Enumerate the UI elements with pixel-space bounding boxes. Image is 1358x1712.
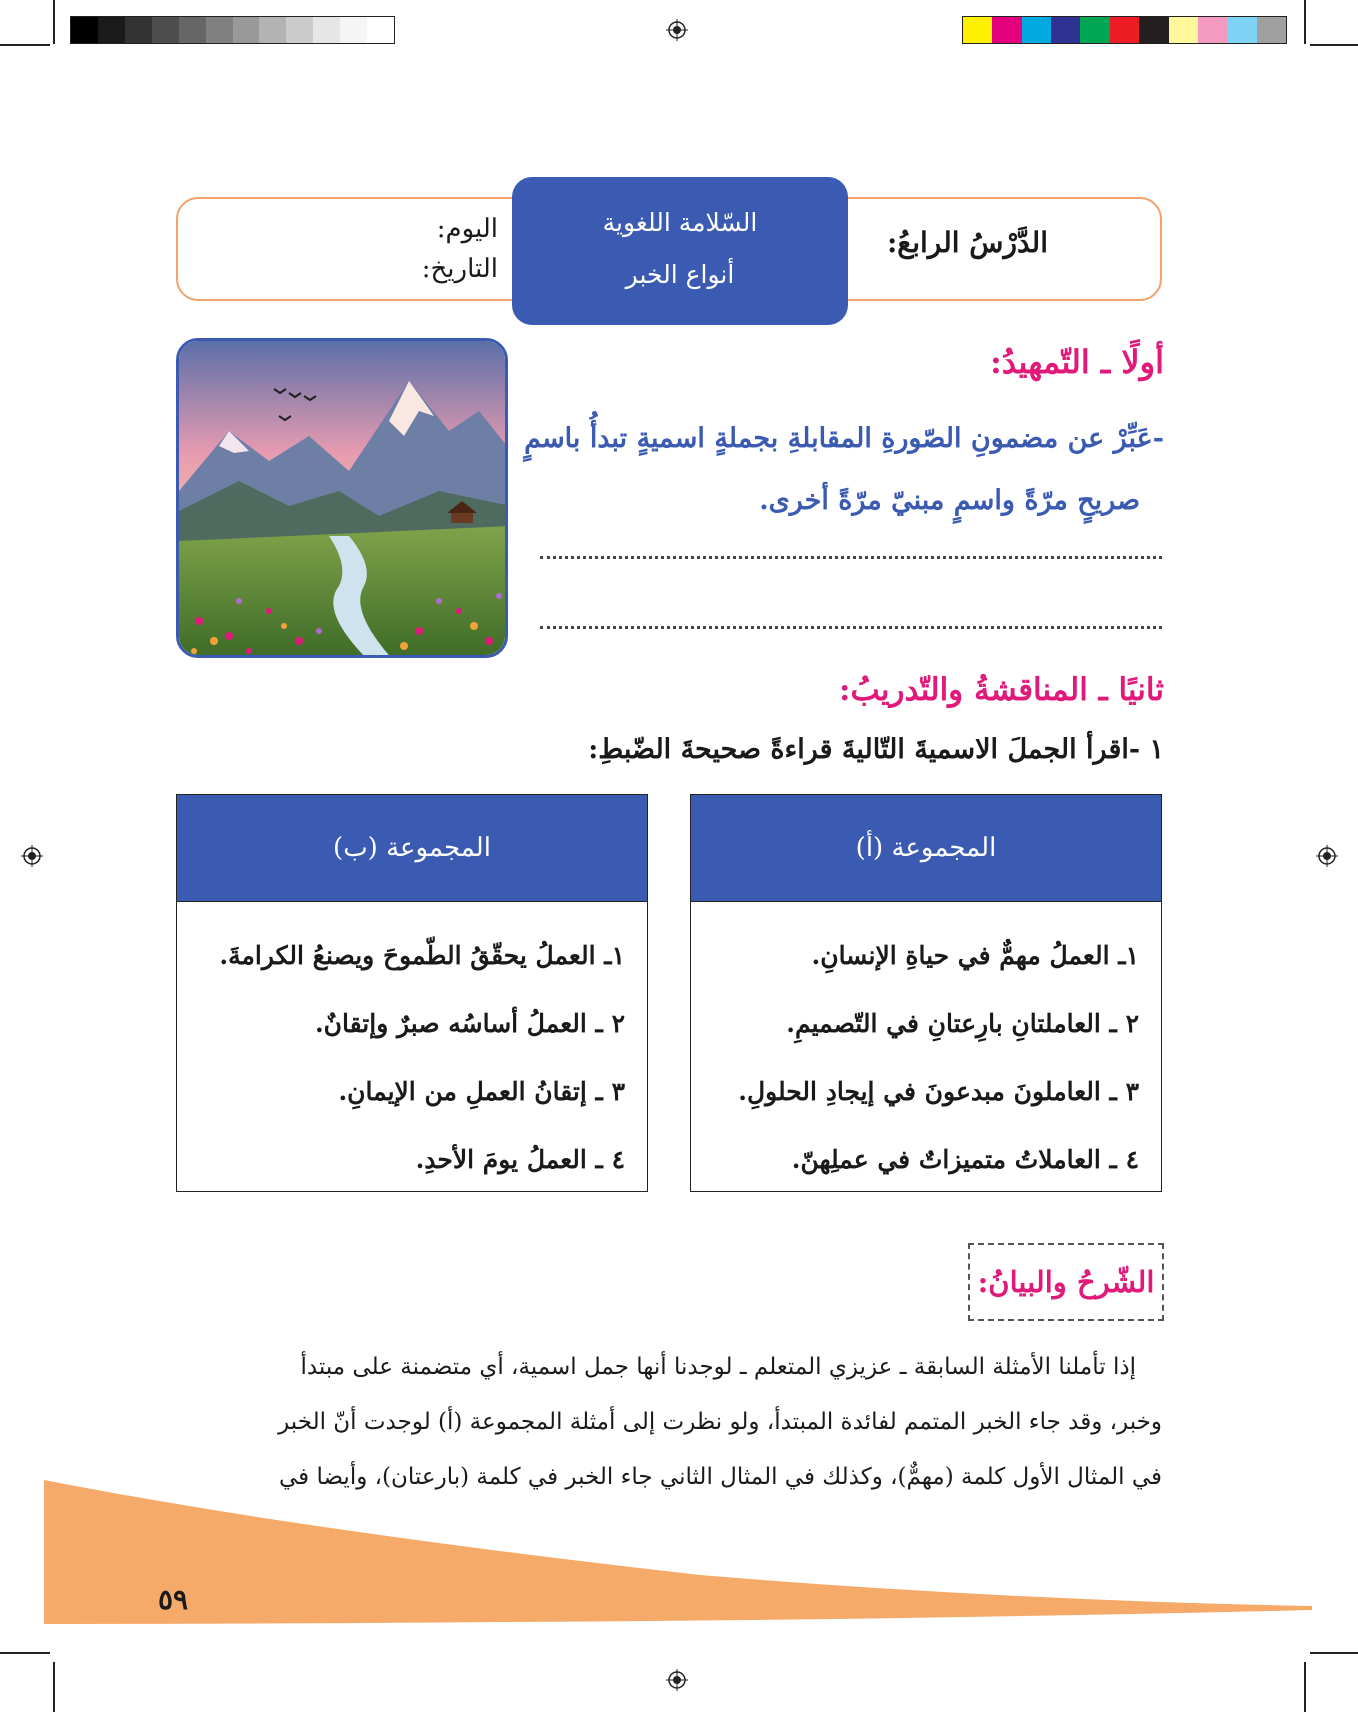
intro-task-line: -عَبِّرْ عن مضمونِ الصّورةِ المقابلةِ بجملةٍ اسميةٍ تبدأُ باسمٍ [524,423,1164,454]
lesson-number-label: الدَّرْسُ الرابعُ: [886,226,1048,259]
day-label: اليوم: [436,214,498,244]
crop-mark [53,0,55,44]
registration-mark-icon [1316,845,1338,867]
mountain-landscape-image [176,338,508,658]
registration-mark-icon [21,845,43,867]
paragraph-line: إذا تأملنا الأمثلة السابقة ـ عزيزي المتعلم ـ لوجدنا أنها جمل اسمية، أي متضمنة على مبتدأ [300,1354,1136,1380]
group-a-item: ٢ ـ العاملتانِ بارِعتانِ في التّصميمِ. [786,1009,1139,1038]
group-b-item: ٢ ـ العملُ أساسُه صبرٌ وإتقانٌ. [314,1009,625,1038]
group-b-item: ٣ ـ إتقانُ العملِ من الإيمانِ. [338,1077,625,1106]
crop-mark [0,1652,50,1654]
section-intro-heading: أولًا ـ التّمهيدُ: [989,343,1164,381]
page-number: ٥٩ [158,1583,189,1616]
grayscale-calibration-bar [70,16,395,44]
footer-swoosh-decoration [0,1470,1358,1630]
answer-line[interactable] [540,556,1162,559]
explanation-heading: الشّرحُ والبيانُ: [968,1243,1164,1321]
group-a-table [690,794,1162,1192]
section-discussion-heading: ثانيًا ـ المناقشةُ والتّدريبُ: [839,672,1164,708]
answer-line[interactable] [540,626,1162,629]
registration-mark-icon [666,1669,688,1691]
group-b-item: ١ـ العملُ يحقّقُ الطّموحَ ويصنعُ الكرامةَ. [219,941,625,970]
group-a-item: ٤ ـ العاملاتُ متميزاتٌ في عملِهنّ. [791,1145,1139,1174]
crop-mark [1304,1662,1306,1712]
group-a-title: المجموعة (أ) [691,795,1161,902]
group-b-table [176,794,648,1192]
crop-mark [0,44,50,46]
crop-mark [1304,0,1306,44]
group-b-item: ٤ ـ العملُ يومَ الأحدِ. [415,1145,625,1174]
registration-mark-icon [666,19,688,41]
crop-mark [53,1662,55,1712]
intro-task-line: صريحٍ مرّةً واسمٍ مبنيّ مرّةً أخرى. [759,485,1140,516]
group-a-item: ٣ ـ العاملونَ مبدعونَ في إيجادِ الحلولِ. [738,1077,1139,1106]
crop-mark [1310,44,1358,46]
color-calibration-bar [962,16,1287,44]
question-1: ١ -اقرأ الجملَ الاسميةَ التّاليةَ قراءةً صحيحةَ الضّبطِ: [588,734,1164,765]
group-b-title: المجموعة (ب) [177,795,647,902]
lesson-title-panel [512,177,848,325]
lesson-subtopic: أنواع الخبر [625,260,735,289]
lesson-topic: السّلامة اللغوية [602,208,758,237]
group-a-item: ١ـ العملُ مهمٌّ في حياةِ الإنسانِ. [811,941,1139,970]
date-label: التاريخ: [421,254,498,284]
intro-task-text [524,408,1164,532]
paragraph-line: وخبر، وقد جاء الخبر المتمم لفائدة المبتدأ، ولو نظرت إلى أمثلة المجموعة (أ) لوجدت أنّ الخبر [278,1409,1162,1435]
paragraph-line: في المثال الأول كلمة (مهمٌّ)، وكذلك في المثال الثاني جاء الخبر في كلمة (بارعتان)، وأيضا في [279,1464,1162,1490]
crop-mark [1310,1652,1358,1654]
